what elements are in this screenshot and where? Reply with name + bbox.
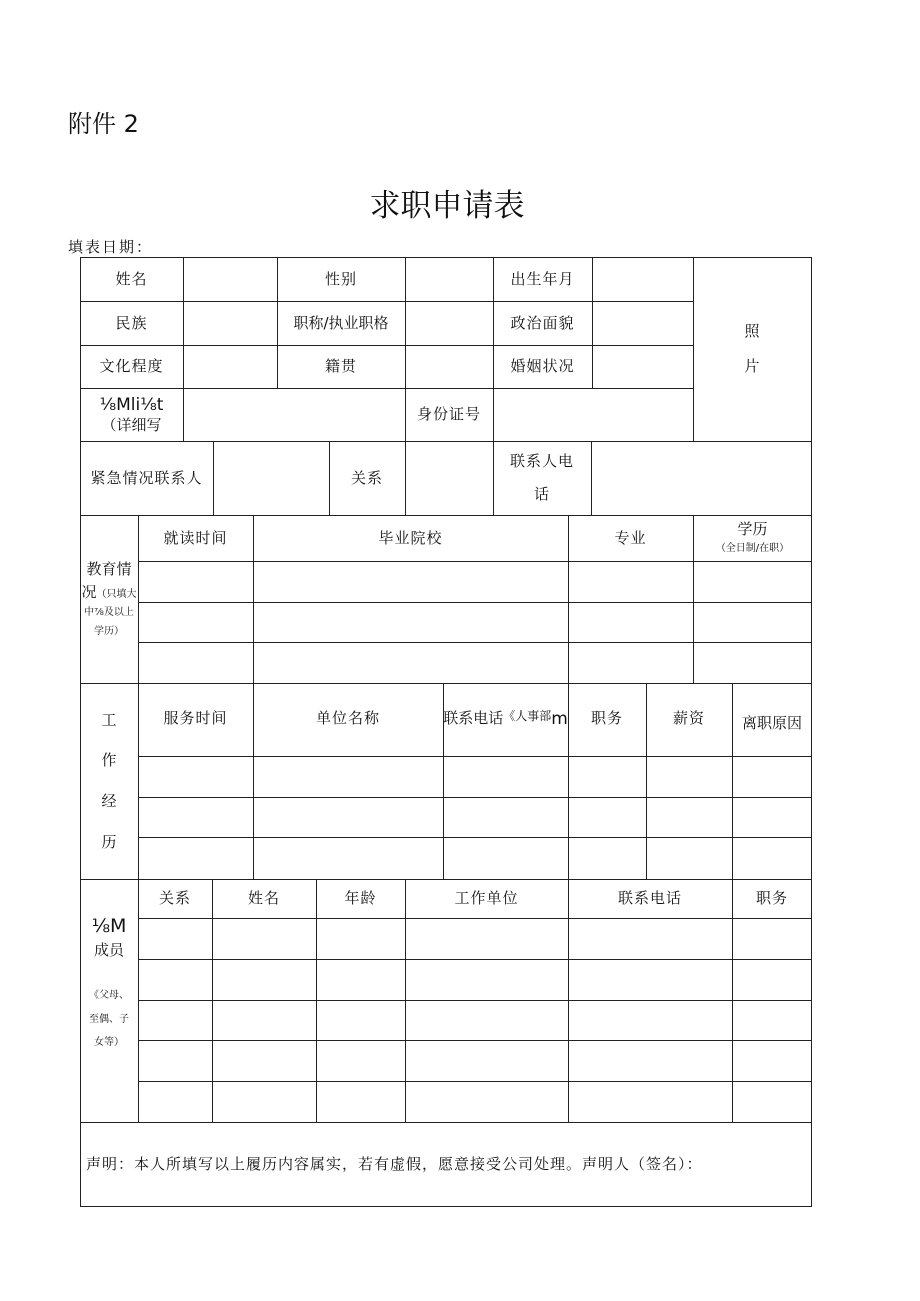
position-header: 职务 [590, 709, 623, 727]
birth-date-input[interactable] [593, 258, 693, 301]
family-age-input[interactable] [317, 1001, 405, 1040]
work-phone-input[interactable] [444, 838, 568, 879]
salary-input[interactable] [647, 838, 732, 879]
work-period-header: 服务时间 [163, 709, 228, 727]
work-label-char: 工 [101, 710, 117, 729]
salary-input[interactable] [647, 757, 732, 797]
education-label-line4: 学历） [94, 625, 124, 637]
position-input[interactable] [569, 838, 646, 879]
family-name-input[interactable] [213, 1041, 316, 1081]
application-form-table [80, 257, 812, 1207]
marital-status-input[interactable] [593, 346, 693, 388]
family-employer-header: 工作单位 [454, 889, 519, 908]
emergency-phone-label [493, 441, 591, 515]
salary-header: 薪资 [672, 709, 705, 727]
family-phone-input[interactable] [569, 1041, 732, 1081]
family-label-line4: 至偶、子 [89, 1014, 129, 1025]
leaving-reason-input[interactable] [733, 757, 811, 797]
work-period-input[interactable] [139, 838, 253, 879]
declaration-statement: 声明：本人所填写以上履历内容属实，若有虚假，愿意接受公司处理。声明人（签名）： [86, 1155, 703, 1174]
major-input[interactable] [569, 603, 693, 642]
family-relation-header: 关系 [158, 889, 191, 908]
family-relation-input[interactable] [139, 960, 212, 1000]
family-name-header: 姓名 [247, 889, 280, 908]
emergency-phone-input[interactable] [592, 442, 811, 515]
professional-title-label: 职称/执业职格 [293, 313, 389, 332]
company-name-input[interactable] [254, 838, 443, 879]
emergency-phone-label-line1: 联系人电 [509, 452, 574, 471]
family-relation-input[interactable] [139, 1082, 212, 1122]
address-label [80, 388, 183, 441]
family-label-line5: 女等） [94, 1036, 124, 1048]
family-age-input[interactable] [317, 919, 405, 959]
family-phone-input[interactable] [569, 919, 732, 959]
graduated-school-input[interactable] [254, 562, 568, 602]
family-employer-input[interactable] [406, 1041, 568, 1081]
education-label-line3: 中⅞及以上 [84, 607, 134, 619]
address-label-line1: ⅛Mli⅛t [99, 394, 164, 415]
company-name-header: 单位名称 [315, 709, 380, 727]
work-phone-input[interactable] [444, 798, 568, 837]
name-label: 姓名 [115, 269, 148, 288]
education-section-label [80, 515, 138, 683]
work-phone-header-main: 联系电话 [443, 709, 504, 727]
family-name-input[interactable] [213, 1001, 316, 1040]
work-phone-input[interactable] [444, 757, 568, 797]
salary-input[interactable] [647, 798, 732, 837]
leaving-reason-input[interactable] [733, 838, 811, 879]
form-title: 求职申请表 [369, 188, 525, 224]
fill-date-label: 填表日期： [68, 238, 154, 256]
ethnicity-label: 民族 [115, 313, 148, 332]
family-employer-input[interactable] [406, 919, 568, 959]
family-phone-input[interactable] [569, 960, 732, 1000]
leaving-reason-input[interactable] [733, 798, 811, 837]
emergency-relation-input[interactable] [406, 442, 493, 515]
work-period-input[interactable] [139, 798, 253, 837]
family-name-input[interactable] [213, 1082, 316, 1122]
family-phone-header: 联系电话 [617, 889, 682, 908]
major-header: 专业 [614, 528, 647, 547]
family-name-input[interactable] [213, 919, 316, 959]
emergency-relation-label: 关系 [350, 468, 383, 487]
gender-label: 性别 [324, 269, 357, 288]
family-label-line2: 成员 [93, 940, 124, 959]
graduated-school-input[interactable] [254, 603, 568, 642]
ethnicity-input[interactable] [184, 302, 277, 345]
work-label-char: 作 [101, 751, 117, 770]
leaving-reason-header: 离职原因 [741, 714, 802, 732]
emergency-contact-label: 紧急情况联系人 [90, 468, 203, 487]
family-position-input[interactable] [733, 1041, 811, 1081]
family-position-input[interactable] [733, 1082, 811, 1122]
id-number-input[interactable] [494, 389, 693, 441]
work-phone-header-tail: m [551, 709, 568, 729]
family-age-input[interactable] [317, 960, 405, 1000]
family-employer-input[interactable] [406, 1001, 568, 1040]
professional-title-input[interactable] [406, 302, 493, 345]
attachment-number: 附件 2 [68, 110, 139, 138]
emergency-contact-input[interactable] [214, 442, 329, 515]
family-employer-input[interactable] [406, 1082, 568, 1122]
education-level-input[interactable] [184, 346, 277, 388]
education-period-input[interactable] [139, 603, 253, 642]
family-relation-input[interactable] [139, 1001, 212, 1040]
family-employer-input[interactable] [406, 960, 568, 1000]
political-status-label: 政治面貌 [510, 313, 575, 332]
work-period-input[interactable] [139, 757, 253, 797]
photo-label-line2: 片 [744, 357, 761, 375]
native-place-label: 籍贯 [324, 357, 357, 376]
family-age-input[interactable] [317, 1082, 405, 1122]
work-phone-header-note: 《人事部 [503, 709, 552, 723]
education-period-input[interactable] [139, 643, 253, 683]
id-number-label: 身份证号 [416, 405, 481, 424]
graduated-school-header: 毕业院校 [378, 528, 443, 547]
name-input[interactable] [184, 258, 277, 301]
address-label-line2: （详细写 [101, 415, 162, 434]
family-relation-input[interactable] [139, 919, 212, 959]
family-age-header: 年龄 [344, 889, 377, 908]
degree-input[interactable] [694, 603, 811, 642]
family-position-header: 职务 [755, 889, 788, 908]
education-label-line2b: （只填大 [96, 588, 137, 600]
degree-header-main: 学历 [737, 520, 768, 539]
native-place-input[interactable] [406, 346, 493, 388]
degree-input[interactable] [694, 562, 811, 602]
work-phone-header [443, 683, 568, 756]
family-section-label [80, 879, 138, 1122]
family-position-input[interactable] [733, 960, 811, 1000]
family-position-input[interactable] [733, 1001, 811, 1040]
family-label-line3: 《父母、 [89, 989, 129, 1001]
degree-header [693, 515, 812, 561]
family-name-input[interactable] [213, 960, 316, 1000]
education-label-line2a: 况 [81, 582, 97, 601]
graduated-school-input[interactable] [254, 643, 568, 683]
position-input[interactable] [569, 757, 646, 797]
address-input[interactable] [184, 389, 405, 441]
photo-area [693, 257, 812, 441]
position-input[interactable] [569, 798, 646, 837]
family-relation-input[interactable] [139, 1041, 212, 1081]
gender-input[interactable] [406, 258, 493, 301]
family-position-input[interactable] [733, 919, 811, 959]
major-input[interactable] [569, 643, 693, 683]
degree-header-note: （全日制/在职） [715, 543, 790, 555]
family-age-input[interactable] [317, 1041, 405, 1081]
education-level-label: 文化程度 [99, 357, 164, 376]
work-label-char: 经 [101, 792, 117, 810]
degree-input[interactable] [694, 643, 811, 683]
birth-date-label: 出生年月 [510, 269, 575, 288]
family-phone-input[interactable] [569, 1001, 732, 1040]
company-name-input[interactable] [254, 757, 443, 797]
photo-label-line1: 照 [744, 322, 761, 341]
marital-status-label: 婚姻状况 [510, 357, 575, 376]
political-status-input[interactable] [593, 302, 693, 345]
education-period-input[interactable] [139, 562, 253, 602]
company-name-input[interactable] [254, 798, 443, 837]
family-label-line1: ⅛M [91, 915, 127, 937]
work-label-char: 历 [101, 832, 117, 851]
emergency-phone-label-line2: 话 [533, 485, 550, 503]
major-input[interactable] [569, 562, 693, 602]
work-section-label [80, 683, 138, 879]
family-phone-input[interactable] [569, 1082, 732, 1122]
education-period-header: 就读时间 [163, 528, 228, 547]
education-label-line1: 教育情 [86, 559, 132, 578]
